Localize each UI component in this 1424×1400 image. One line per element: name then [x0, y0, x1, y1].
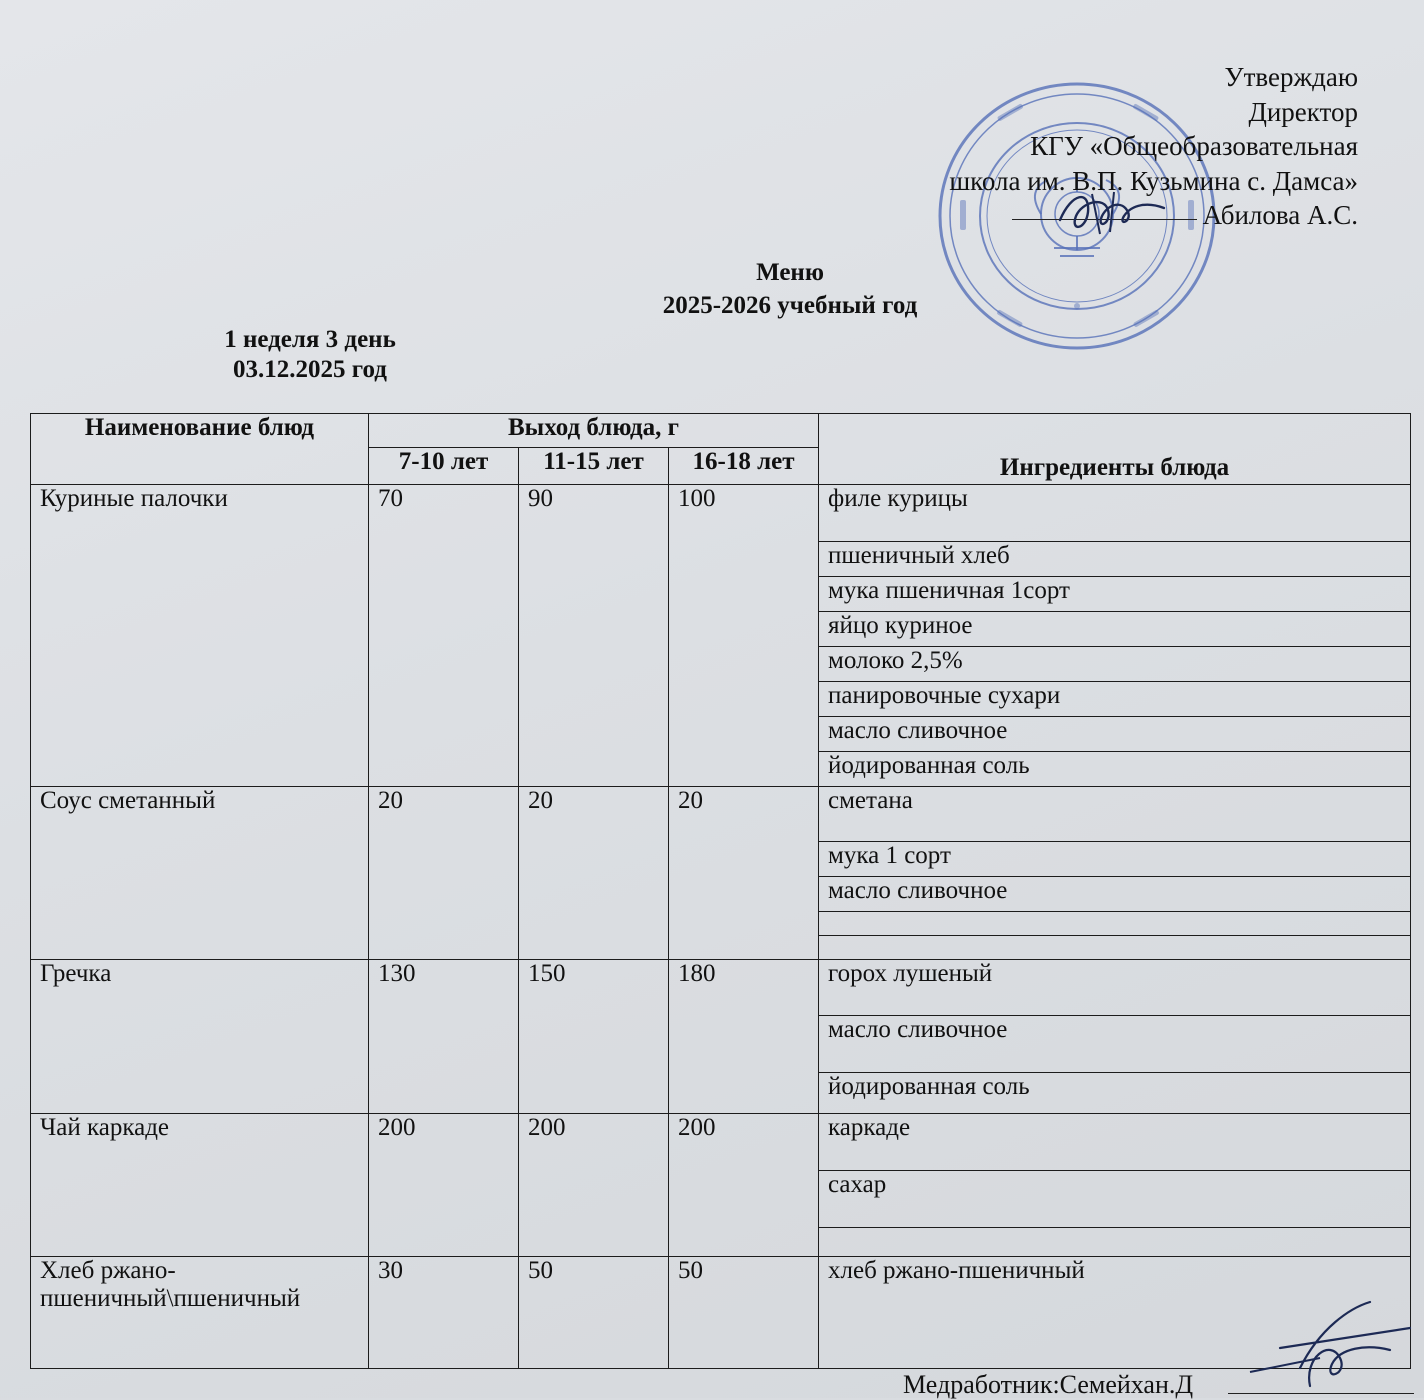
header-ingredients: Ингредиенты блюда — [819, 414, 1411, 485]
dish-name: Гречка — [31, 960, 369, 1114]
table-header-row — [31, 414, 1411, 448]
week-day: 1 неделя 3 день — [224, 326, 396, 353]
ingredient-cell — [819, 912, 1411, 936]
table-row — [31, 787, 1411, 842]
output-11-15: 50 — [519, 1257, 669, 1369]
approval-line-school: школа им. В.П. Кузьмина с. Дамса» — [949, 165, 1358, 196]
header-age-16-18: 16-18 лет — [669, 448, 819, 485]
ingredient-cell: масло сливочное — [819, 1016, 1411, 1073]
output-16-18: 100 — [669, 485, 819, 787]
dish-name: Хлеб ржано-пшеничный\пшеничный — [31, 1257, 369, 1369]
ingredient-cell: мука 1 сорт — [819, 842, 1411, 877]
ingredient-cell: яйцо куриное — [819, 612, 1411, 647]
ingredient-cell: каркаде — [819, 1114, 1411, 1171]
dish-name: Соус сметанный — [31, 787, 369, 960]
menu-table-body — [31, 485, 1411, 1369]
output-11-15: 150 — [519, 960, 669, 1114]
approval-line-position: Директор — [1248, 96, 1358, 127]
table-row — [31, 1257, 1411, 1369]
approval-line-org: КГУ «Общеобразовательная — [1030, 131, 1358, 161]
output-16-18: 200 — [669, 1114, 819, 1257]
ingredient-cell: горох лушеный — [819, 960, 1411, 1016]
dish-name: Чай каркаде — [31, 1114, 369, 1257]
table-row — [31, 485, 1411, 542]
output-7-10: 130 — [369, 960, 519, 1114]
week-day-block — [150, 325, 470, 385]
ingredient-cell — [819, 1228, 1411, 1257]
ingredient-cell: йодированная соль — [819, 752, 1411, 787]
medic-footer: Медработник:Семейхан.Д — [903, 1370, 1194, 1399]
ingredient-cell: йодированная соль — [819, 1073, 1411, 1114]
header-dish-name: Наименование блюд — [31, 414, 369, 485]
output-11-15: 20 — [519, 787, 669, 960]
ingredient-cell: хлеб ржано-пшеничный — [819, 1257, 1411, 1369]
director-signature — [1052, 182, 1172, 242]
header-age-11-15: 11-15 лет — [519, 448, 669, 485]
output-11-15: 200 — [519, 1114, 669, 1257]
output-11-15: 90 — [519, 485, 669, 787]
header-age-7-10: 7-10 лет — [369, 448, 519, 485]
ingredient-cell: масло сливочное — [819, 877, 1411, 912]
ingredient-cell: сметана — [819, 787, 1411, 842]
ingredient-cell: пшеничный хлеб — [819, 542, 1411, 577]
output-16-18: 20 — [669, 787, 819, 960]
menu-date: 03.12.2025 год — [233, 356, 387, 383]
ingredient-cell: филе курицы — [819, 485, 1411, 542]
dish-name: Куриные палочки — [31, 485, 369, 787]
ingredient-cell: мука пшеничная 1сорт — [819, 577, 1411, 612]
menu-title-block — [560, 256, 1020, 322]
approval-line-approve: Утверждаю — [1224, 62, 1358, 92]
menu-table — [30, 413, 1411, 1369]
ingredient-cell — [819, 936, 1411, 960]
ingredient-cell: сахар — [819, 1171, 1411, 1228]
output-7-10: 200 — [369, 1114, 519, 1257]
menu-title: Меню — [756, 259, 824, 286]
output-16-18: 180 — [669, 960, 819, 1114]
table-row — [31, 1114, 1411, 1171]
header-output: Выход блюда, г — [369, 414, 819, 448]
output-16-18: 50 — [669, 1257, 819, 1369]
table-row — [31, 960, 1411, 1016]
approval-signer: Абилова А.С. — [1202, 200, 1358, 230]
ingredient-cell: молоко 2,5% — [819, 647, 1411, 682]
medic-signature — [1240, 1298, 1420, 1398]
school-year: 2025-2026 учебный год — [662, 292, 918, 319]
output-7-10: 20 — [369, 787, 519, 960]
ingredient-cell: панировочные сухари — [819, 682, 1411, 717]
output-7-10: 70 — [369, 485, 519, 787]
output-7-10: 30 — [369, 1257, 519, 1369]
ingredient-cell: масло сливочное — [819, 717, 1411, 752]
